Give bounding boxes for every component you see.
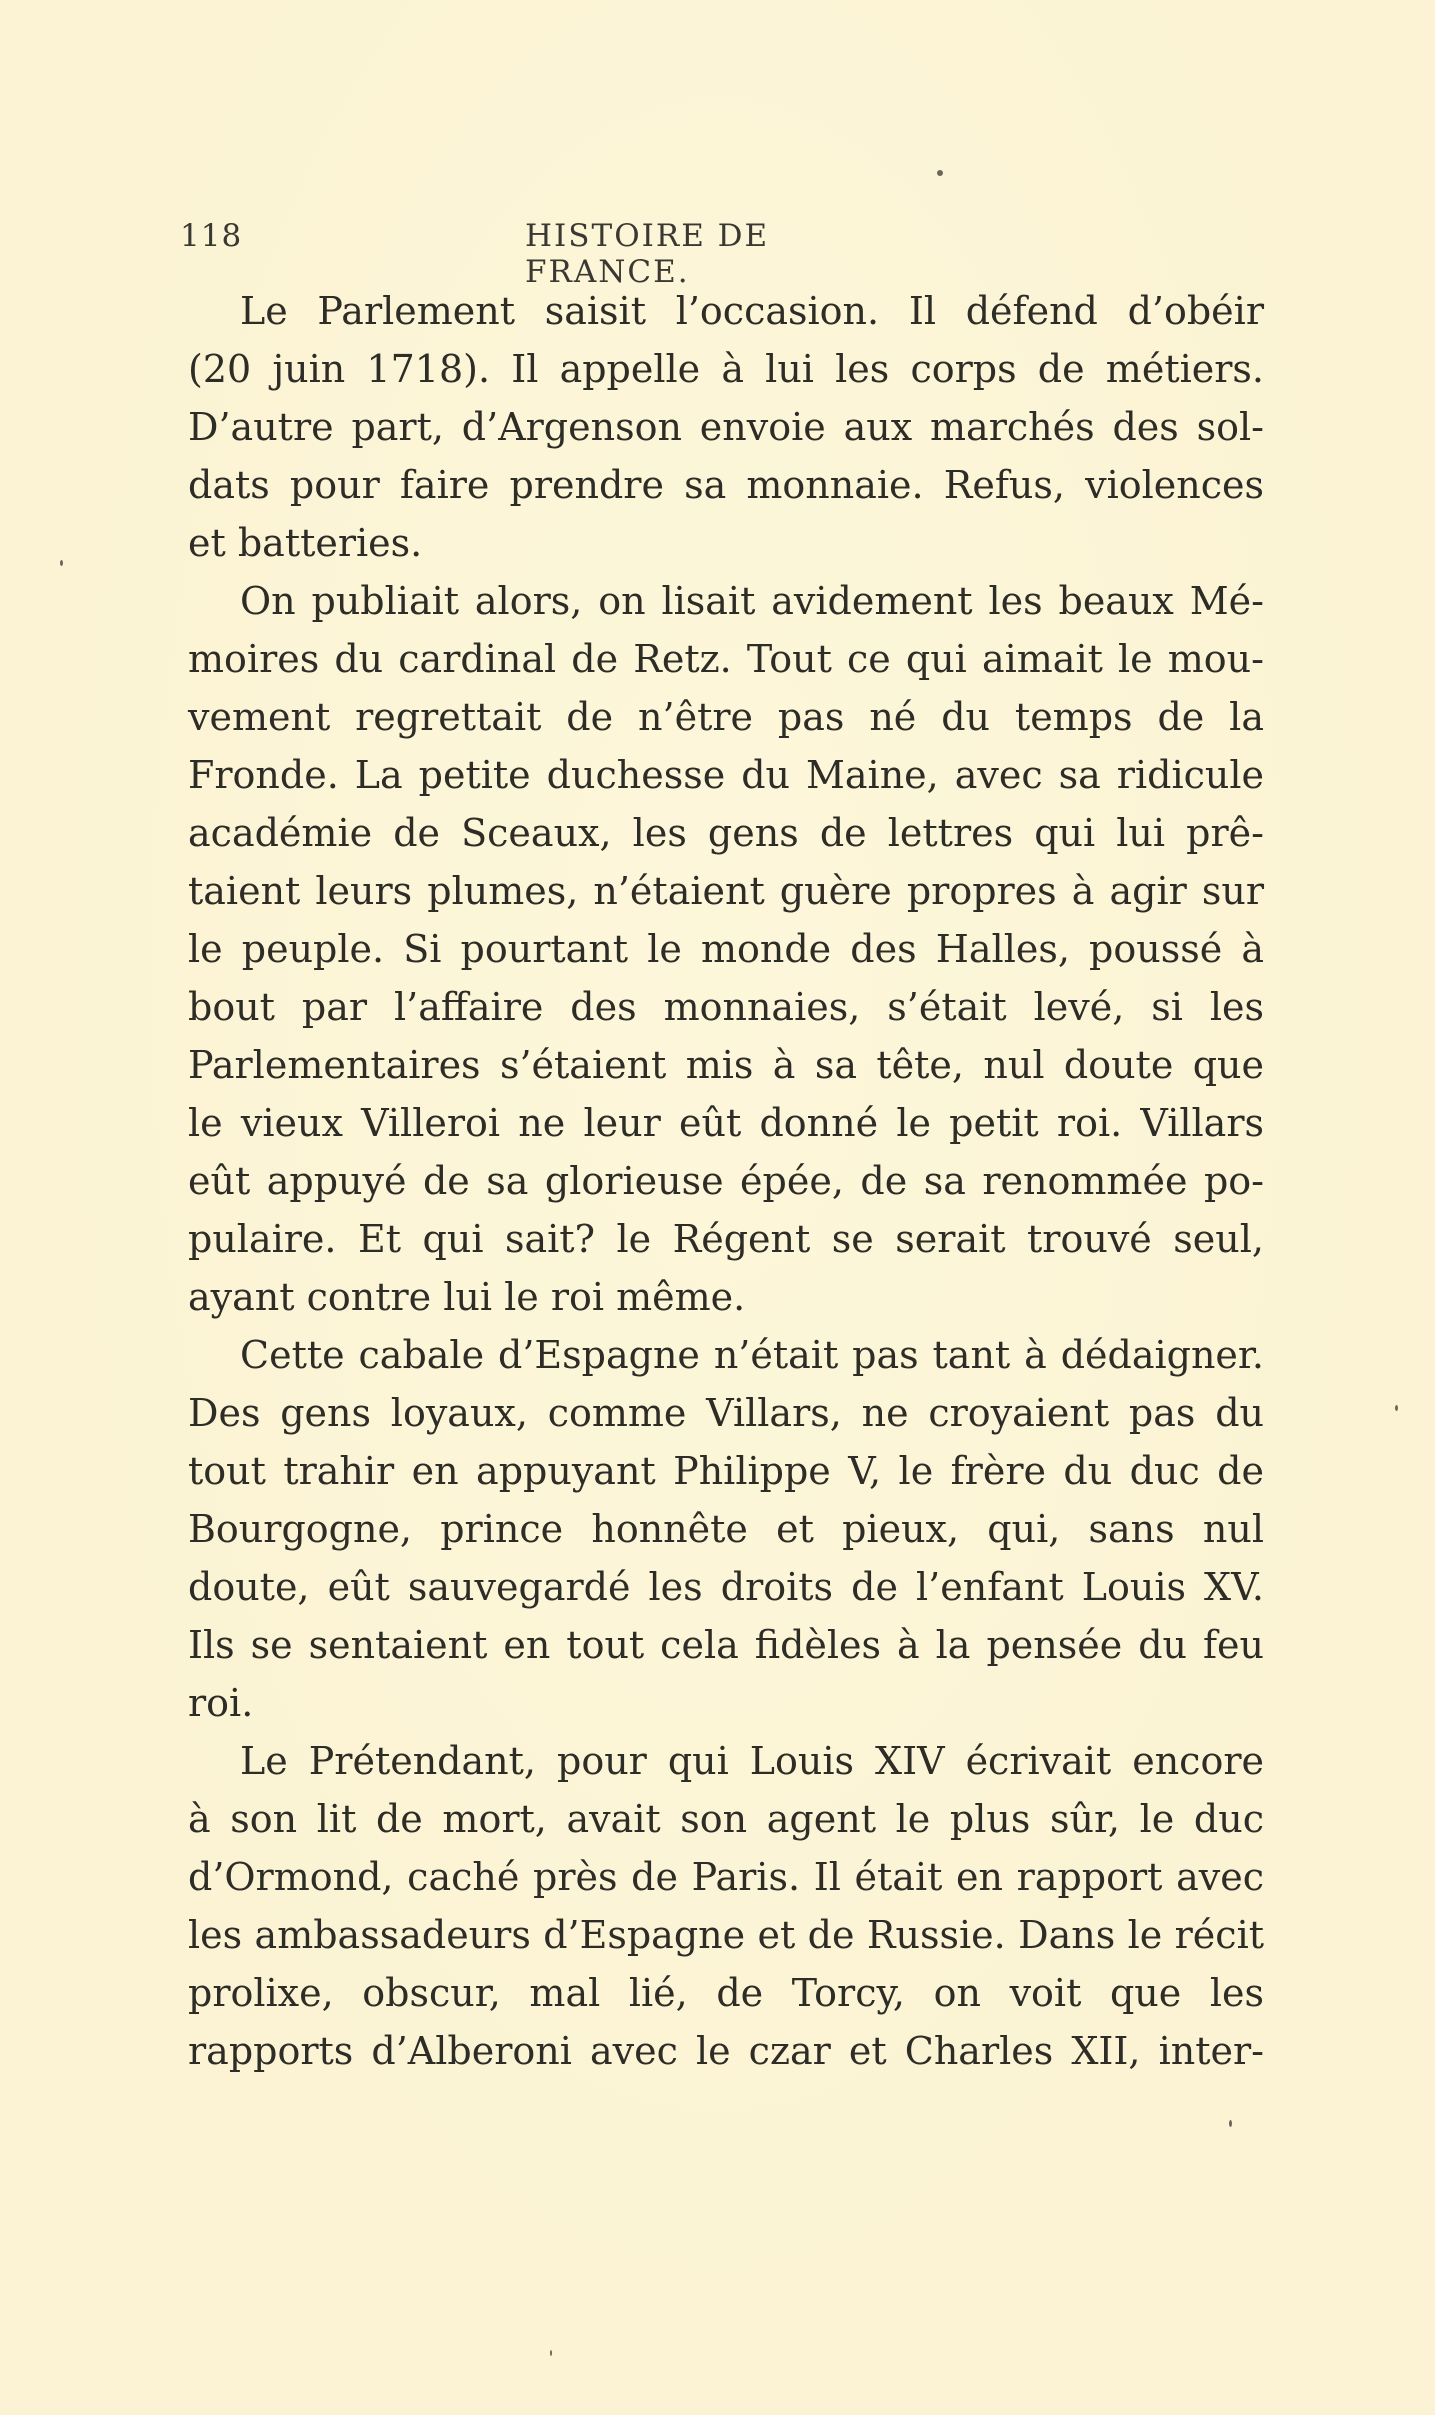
- text-line: pulaire. Et qui sait? le Régent se serait trouvé seul,: [188, 1217, 1264, 1261]
- text-line: Parlementaires s’étaient mis à sa tête, nul doute que: [188, 1043, 1264, 1087]
- text-line: ayant contre lui le roi même.: [188, 1275, 746, 1319]
- text-line: le vieux Villeroi ne leur eût donné le petit roi. Villars: [188, 1101, 1264, 1145]
- text-line: Des gens loyaux, comme Villars, ne croyaient pas du: [188, 1391, 1264, 1435]
- text-line: D’autre part, d’Argenson envoie aux marchés des sol-: [188, 405, 1264, 449]
- text-line: et batteries.: [188, 521, 423, 565]
- text-line: (20 juin 1718). Il appelle à lui les corps de métiers.: [188, 347, 1264, 391]
- text-line: vement regrettait de n’être pas né du temps de la: [188, 695, 1264, 739]
- text-line: tout trahir en appuyant Philippe V, le frère du duc de: [188, 1449, 1264, 1493]
- text-line: bout par l’affaire des monnaies, s’était levé, si les: [188, 985, 1264, 1029]
- text-line: dats pour faire prendre sa monnaie. Refus, violences: [188, 463, 1264, 507]
- text-line: doute, eût sauvegardé les droits de l’enfant Louis XV.: [188, 1565, 1264, 1609]
- text-line: prolixe, obscur, mal lié, de Torcy, on voit que les: [188, 1971, 1264, 2015]
- text-line: taient leurs plumes, n’étaient guère propres à agir sur: [188, 869, 1264, 913]
- body-text: [188, 282, 1264, 2080]
- text-line: Le Prétendant, pour qui Louis XIV écrivait encore: [240, 1739, 1264, 1783]
- paper-speck: [550, 2350, 552, 2356]
- text-line: Ils se sentaient en tout cela fidèles à la pensée du feu: [188, 1623, 1264, 1667]
- page-header: [180, 218, 935, 290]
- text-line: On publiait alors, on lisait avidement les beaux Mé-: [240, 579, 1264, 623]
- text-line: rapports d’Alberoni avec le czar et Charles XII, inter-: [188, 2029, 1264, 2073]
- paper-speck: [1395, 1405, 1398, 1411]
- text-line: d’Ormond, caché près de Paris. Il était en rapport avec: [188, 1855, 1264, 1899]
- paper-speck: [60, 560, 63, 566]
- text-line: Fronde. La petite duchesse du Maine, avec sa ridicule: [188, 753, 1264, 797]
- text-line: roi.: [188, 1681, 254, 1725]
- text-line: moires du cardinal de Retz. Tout ce qui aimait le mou-: [188, 637, 1264, 681]
- text-line: le peuple. Si pourtant le monde des Halles, poussé à: [188, 927, 1264, 971]
- text-line: Cette cabale d’Espagne n’était pas tant à dédaigner.: [240, 1333, 1264, 1377]
- paper-speck: [1229, 2120, 1232, 2127]
- text-line: eût appuyé de sa glorieuse épée, de sa renommée po-: [188, 1159, 1264, 1203]
- text-line: les ambassadeurs d’Espagne et de Russie. Dans le récit: [188, 1913, 1264, 1957]
- text-line: Le Parlement saisit l’occasion. Il défend d’obéir: [240, 289, 1264, 333]
- text-line: académie de Sceaux, les gens de lettres qui lui prê-: [188, 811, 1264, 855]
- text-line: à son lit de mort, avait son agent le plus sûr, le duc: [188, 1797, 1264, 1841]
- paper-speck: [937, 170, 943, 176]
- page-number: 118: [180, 218, 243, 254]
- running-title: HISTOIRE DE FRANCE.: [525, 218, 770, 290]
- text-line: Bourgogne, prince honnête et pieux, qui, sans nul: [188, 1507, 1264, 1551]
